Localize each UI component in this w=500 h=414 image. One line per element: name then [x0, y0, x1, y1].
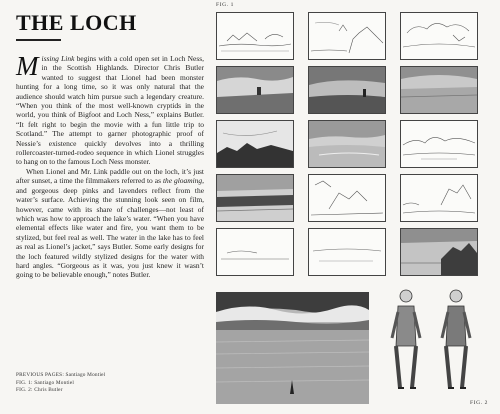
storyboard-panel [308, 120, 386, 168]
storyboard-panel [308, 12, 386, 60]
paragraph-2-italic: the gloaming [162, 176, 203, 186]
storyboard-panel [308, 228, 386, 276]
storyboard-panel [216, 120, 294, 168]
storyboard-panel [400, 120, 478, 168]
article-body [16, 51, 204, 280]
paragraph-2-text-b: , and gorgeous deep pinks and lavenders reflect from the water’s surface. Achieving the stunning look seen on film, however, came with its share of challenges—not least of which was how to approach the lake’s water. “When you have elemental effects like water and fire, you want them to be stylized, but feel real as well. The water in the lake has to feel as real as Lionel’s jacket,” says Butler. Some early designs for the loch featured wildly stylized designs for the water with hard angles. “Gorgeous as it was, you just knew it wasn’t going to be believable enough,” notes Butler. [16, 176, 204, 280]
figure-1-label: FIG. 1 [216, 2, 234, 8]
storyboard-panel [216, 12, 294, 60]
paragraph-2-text-a: When Lionel and Mr. Link paddle out on the loch, it’s just after sunset, a time the filmmakers referred to as [16, 166, 204, 186]
paragraph-1-text: begins with a cold open set in Loch Ness, in the Scottish Highlands. Director Chris Butler wanted to suggest that Lionel had been monster hunting for a long time, so it was only natural that the audience should watch him pursue such a legendary creature. “When you think of the most well-known cryptids in the world, you think of Bigfoot and Loch Ness,” explains Butler. “It felt right to begin the movie with a fun little trip to Scotland.” The attempt to garner photographic proof of Nessie’s existence quickly devolves into a thrilling rollercoaster-turned-rodeo sequence in which Lionel struggles to hang on to the famous Loch Ness monster. [16, 54, 204, 167]
loch-painting [216, 292, 369, 404]
page-title: THE LOCH [16, 10, 137, 35]
credit-line: PREVIOUS PAGES: Santiago Montiel [16, 372, 106, 378]
storyboard-panel [216, 174, 294, 222]
character-sketches [382, 284, 482, 402]
film-title: issing Link [41, 54, 75, 63]
credit-line: FIG. 2: Chris Butler [16, 387, 63, 394]
storyboard-panel [400, 174, 478, 222]
storyboard-panel [216, 66, 294, 114]
storyboard-panel [400, 12, 478, 60]
paragraph-1 [16, 51, 204, 167]
figure-2-label: FIG. 2 [470, 400, 488, 406]
storyboard-panel [216, 228, 294, 276]
storyboard-panel [400, 66, 478, 114]
storyboard-panel [308, 174, 386, 222]
storyboard-panel [308, 66, 386, 114]
title-underline [16, 39, 61, 41]
drop-cap: M [16, 51, 39, 81]
storyboard-panel [400, 228, 478, 276]
credit-line: FIG. 1: Santiago Montiel [16, 379, 75, 386]
paragraph-2 [16, 167, 204, 280]
image-credits [16, 372, 204, 395]
